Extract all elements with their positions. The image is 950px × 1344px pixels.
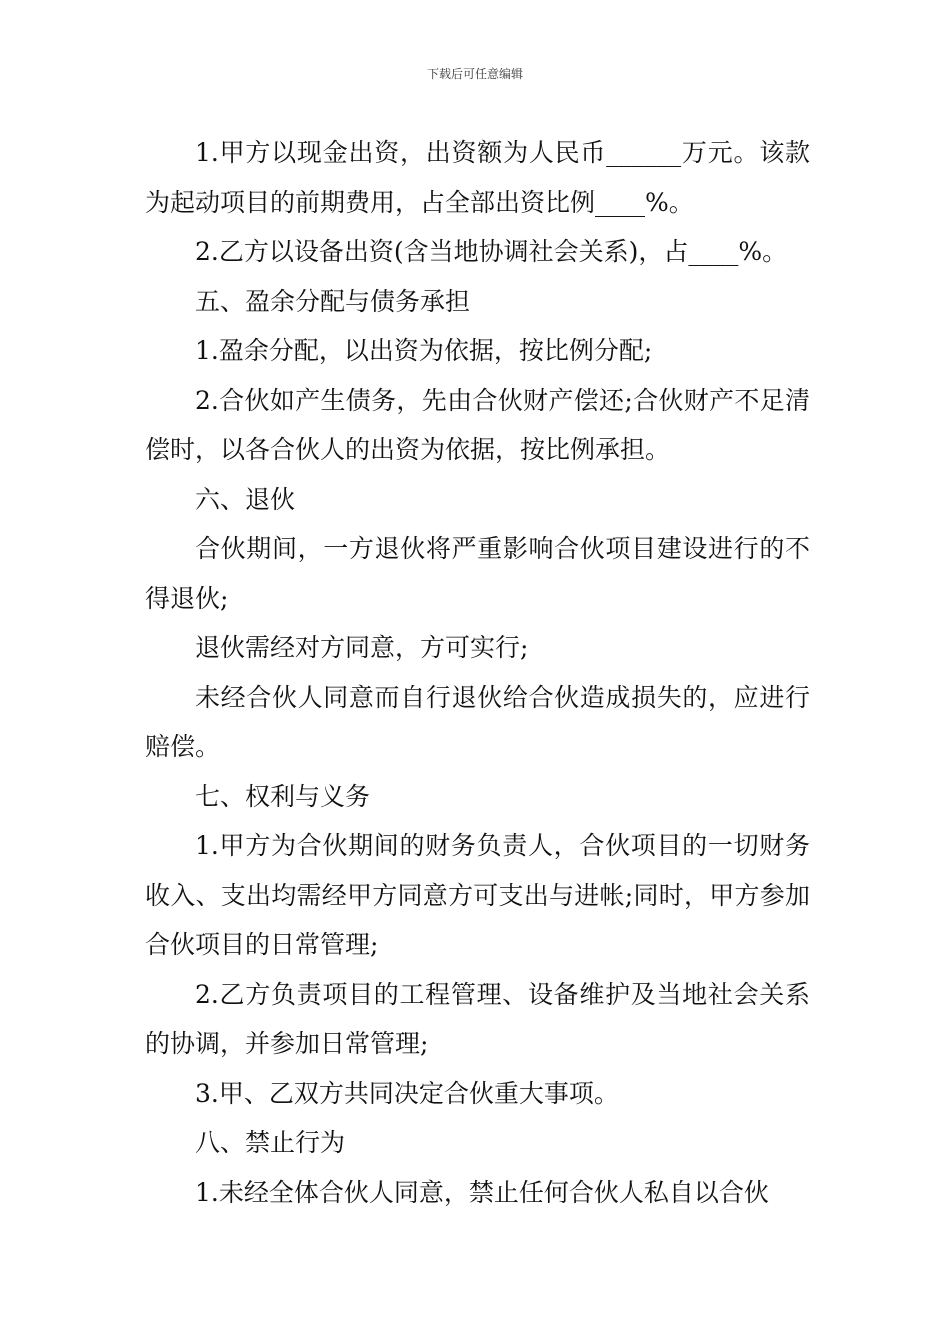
paragraph-profit-distribution: 1.盈余分配，以出资为依据，按比例分配; <box>195 336 653 365</box>
paragraph-joint-decisions: 3.甲、乙双方共同决定合伙重大事项。 <box>195 1078 619 1108</box>
paragraph-debt-bearing: 2.合伙如产生债务，先由合伙财产偿还;合伙财产不足清偿时，以各合伙人的出资为依据，按比例承担。 <box>145 385 810 464</box>
paragraph-party-b-duties: 2.乙方负责项目的工程管理、设备维护及当地社会关系的协调，并参加日常管理; <box>145 979 810 1058</box>
paragraph-party-a-duties: 1.甲方为合伙期间的财务负责人，合伙项目的一切财务收入、支出均需经甲方同意方可支出与进帐;同时，甲方参加合伙项目的日常管理; <box>145 831 810 959</box>
section-heading-withdrawal: 六、退伙 <box>195 484 296 514</box>
section-heading-profit-debt: 五、盈余分配与债务承担 <box>195 286 471 316</box>
section-heading-prohibited-acts: 八、禁止行为 <box>195 1128 346 1157</box>
paragraph-withdrawal-consent: 退伙需经对方同意，方可实行; <box>195 633 529 662</box>
document-body <box>145 128 810 1217</box>
page-header: 下载后可任意编辑 <box>426 67 523 81</box>
paragraph-withdrawal-restriction: 合伙期间，一方退伙将严重影响合伙项目建设进行的不得退伙; <box>145 534 810 613</box>
section-heading-rights-duties: 七、权利与义务 <box>195 781 371 811</box>
paragraph-prohibition-1: 1.未经全体合伙人同意，禁止任何合伙人私自以合伙 <box>195 1177 769 1207</box>
paragraph-contribution-party-b: 2.乙方以设备出资(含当地协调社会关系)，占____%。 <box>195 237 788 266</box>
paragraph-contribution-party-a: 1.甲方以现金出资，出资额为人民币______万元。该款为起动项目的前期费用，占全部出资比例____%。 <box>145 138 810 217</box>
paragraph-withdrawal-compensation: 未经合伙人同意而自行退伙给合伙造成损失的，应进行赔偿。 <box>145 682 810 761</box>
